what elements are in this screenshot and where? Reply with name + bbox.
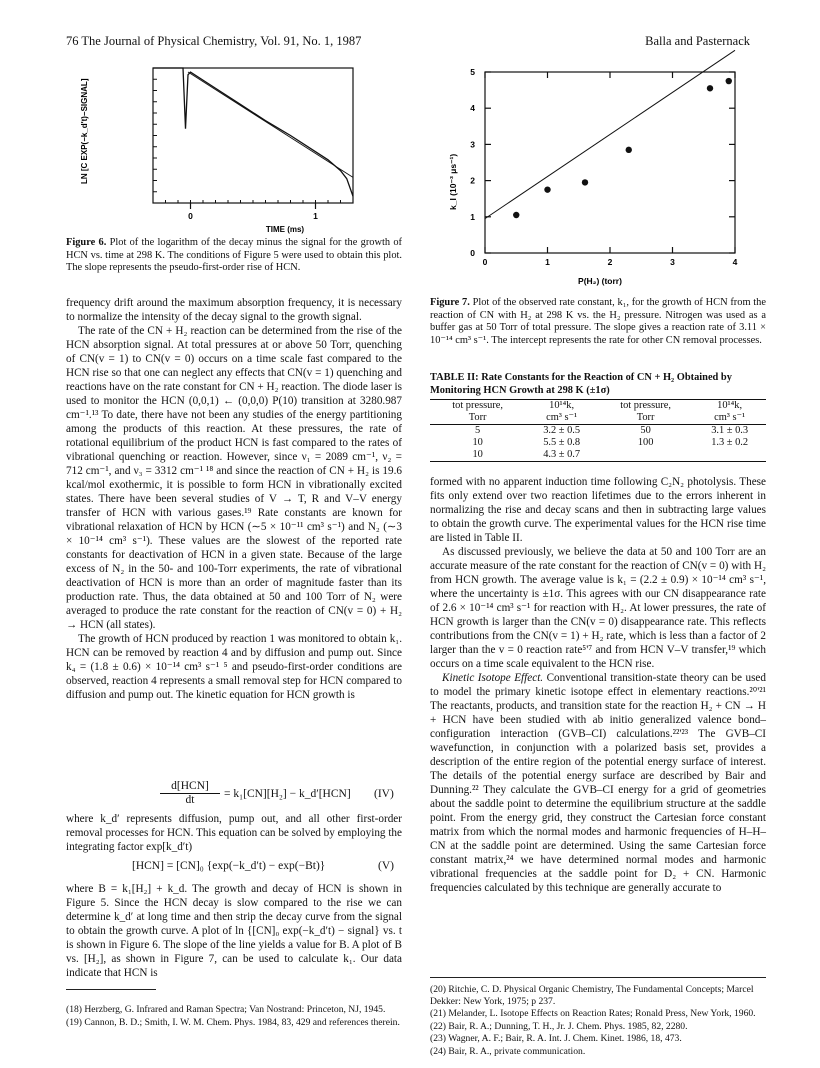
equation-5-number: (V) <box>378 860 394 872</box>
table-header-row <box>430 400 766 413</box>
equation-4-fraction <box>160 780 220 806</box>
table-cell: 100 <box>637 437 654 448</box>
figure-7-data-point <box>513 212 519 218</box>
paragraph-body: Conventional transition-state theory can be used to model the primary kinetic isotope effect in elementary reactions.²⁰'²¹ The reactants, products, and transition state for the reaction H₂ + CN → H + HCN have been studied with ab initio generalized valence bond–configuration interaction (GVB–CI) calculations.²²'²³ The GVB–CI wavefunction, in conjunction with a polarized basis set, provides a description of the entire region of the potential energy surface of interest. The details of the potential energy surface are described by Bair and Dunning.²² They calculate the GVB–CI energy for a grid of geometries about the saddle point to determine the equilibrium structure at the saddle point. From the energy grid, they construct the Cartesian force constant matrix from which the normal modes and harmonic frequencies of H–H–CN at the saddle point are determined. Using the same Cartesian force constant matrix,²⁴ we have determined normal modes and harmonic vibrational frequencies at the saddle point for D₂ + CN. Harmonic frequencies calculated by this technique are generally accurate to <box>430 672 766 894</box>
section-heading: Kinetic Isotope Effect. <box>442 672 544 684</box>
figure-6-frame <box>153 68 353 203</box>
left-column-top <box>66 296 402 702</box>
table-unit-cell: cm³ s⁻¹ <box>714 412 746 423</box>
table-cell: 3.2 ± 0.5 <box>543 425 581 436</box>
figure-7-caption-label: Figure 7. <box>430 297 470 308</box>
reference-item: (18) Herzberg, G. Infrared and Raman Spectra; Van Nostrand: Princeton, NJ, 1945. <box>66 1004 386 1015</box>
paragraph: where k_d′ represents diffusion, pump out, and all other first-order removal processes for HCN. This equation can be solved by employing the integrating factor exp[k_d′t) <box>66 813 402 853</box>
table-2-grid <box>430 399 766 462</box>
figure-7-ytick-label: 1 <box>470 211 475 222</box>
figure-7-ylabel: k_I (10⁻³ μs⁻¹) <box>448 153 458 210</box>
table-header-cell: 10¹⁴k, <box>717 400 743 411</box>
figure-7-data-point <box>544 186 550 192</box>
figure-7-data-point <box>582 179 588 185</box>
footnote-rule-right <box>430 977 766 978</box>
figure-7-caption <box>430 297 766 347</box>
footnote-rule-left <box>66 989 156 990</box>
reference-item: (22) Bair, R. A.; Dunning, T. H., Jr. J. Chem. Phys. 1985, 82, 2280. <box>430 1020 688 1032</box>
reference-item: (24) Bair, R. A., private communication. <box>430 1045 586 1057</box>
equation-4-number: (IV) <box>374 788 394 800</box>
figure-7-xtick-label: 4 <box>732 257 738 267</box>
table-row <box>430 425 766 438</box>
paragraph: The rate of the CN + H₂ reaction can be determined from the rise of the HCN absorption signal. At total pressures at or above 50 Torr, quenching of CN(v = 1) to CN(v = 0) occurs on a time scale fast compared to the HCN rise so that one can neglect any effects that CN(v = 1) quenching and reactions have on the rate constant for CN + H₂ reaction. The diode laser is used to monitor the HCN (0,0,1) ← (0,0,0) P(10) transition at 3280.987 cm⁻¹.¹³ To date, there have not been any studies of the energy partitioning among the products of this reaction. At these pressures, the rate of rotational equilibrium of the product HCN is fast compared to the rates of vibrational quenching or reaction. However, since ν₁ = 2089 cm⁻¹, ν₂ = 712 cm⁻¹, and ν₃ = 3312 cm⁻¹ ¹⁸ and since the reaction of CN + H₂ is 19.6 kcal/mol exothermic, it is possible to form HCN in vibrationally excited states. There have been several studies of V → T, R and V–V energy transfer of HCN with various gases.¹⁹ Rate constants are known for vibrational relaxation of HCN by HCN (∼5 × 10⁻¹¹ cm³ s⁻¹) and N₂ (∼3 × 10⁻¹⁴ cm³ s⁻¹). These values are the slowest of the reported rate constants for deactivation of HCN in a given state. Because of the large excess of N₂ in the 50- and 100-Torr experiments, the rate of vibrational deactivation of HCN is more than an order of magnitude faster than its production rate. Thus, the data obtained at 50 and 100 Torr of N₂ were averaged to produce the rate constant for the reaction of CN(v = 0) + H₂ → HCN (all states). <box>66 325 402 631</box>
right-references <box>430 984 766 1059</box>
paragraph: As discussed previously, we believe the data at 50 and 100 Torr are an accurate measure of the rate constant for the reaction of CN(v = 0) with H₂ from HCN growth. The average value is k₁ = (2.2 ± 0.9) × 10⁻¹⁴ cm³ s⁻¹, where the uncertainty is ±1σ. This agrees with our CN disappearance rate of 2.6 × 10⁻¹⁴ cm³ s⁻¹ for reaction with H₂. At lower pressures, the rate of HCN growth is larger than the CN(v = 0) disappearance rate. This reflects contributions from the CN(v = 1) + H₂ rate, which is less than a factor of 2 larger than the v = 0 reaction rate⁵'⁷ and from HCN V–V transfer,¹⁹ which occurs on a time scale equivalent to the HCN rise. <box>430 546 766 670</box>
table-unit-cell: Torr <box>636 412 655 423</box>
table-cell: 1.3 ± 0.2 <box>711 437 749 448</box>
equation-4-rhs: = k₁[CN][H₂] − k_d′[HCN] <box>224 788 351 800</box>
table-row <box>430 437 766 449</box>
table-cell: 10 <box>472 437 483 448</box>
table-cell <box>598 449 693 462</box>
left-column-bottom <box>66 882 402 980</box>
left-references <box>66 1004 402 1029</box>
table-units-row <box>430 412 766 425</box>
figure-6-xlabel: TIME (ms) <box>265 225 305 234</box>
table-cell: 4.3 ± 0.7 <box>543 449 581 460</box>
figure-7-xlabel: P(H₂) (torr) <box>578 276 622 286</box>
figure-6 <box>80 60 375 236</box>
figure-7-ytick-label: 5 <box>470 67 475 77</box>
table-header-cell: tot pressure, <box>620 400 672 411</box>
reference-item: (19) Cannon, B. D.; Smith, I. W. M. Chem. Phys. 1984, 83, 429 and references therein. <box>66 1016 400 1028</box>
paragraph: formed with no apparent induction time following C₂N₂ photolysis. These fits only extend over two reaction lifetimes due to the errors inherent in normalizing the rise and decay scans and then in subtracting large values to obtain the growth curve. The experimental values for the HCN rise time are listed in Table II. <box>430 476 766 544</box>
figure-7-xtick-label: 3 <box>670 257 675 267</box>
figure-6-caption-label: Figure 6. <box>66 237 107 248</box>
paragraph: The growth of HCN produced by reaction 1 was monitored to obtain k₁. HCN can be removed by reaction 4 and by diffusion and pump out. Since k₄ = (1.8 ± 0.6) × 10⁻¹⁴ cm³ s⁻¹ ⁵ and pseudo-first-order conditions are observed, reaction 4 represents a small removal step for HCN compared to diffusion and pump out. The kinetic equation for HCN growth is <box>66 633 402 701</box>
figure-7-xtick-label: 0 <box>482 257 488 267</box>
figure-7-xtick-label: 1 <box>545 257 550 267</box>
figure-7-plot <box>440 60 760 290</box>
figure-7-frame <box>485 72 735 253</box>
table-row <box>430 449 766 462</box>
figure-6-fit-line <box>188 72 353 177</box>
table-cell: 5 <box>475 425 481 436</box>
table-2 <box>430 372 766 462</box>
figure-6-ylabel: LN [C EXP(−k_d′t)−SIGNAL] <box>80 78 89 184</box>
figure-7-caption-text: Plot of the observed rate constant, k₁, for the growth of HCN from the reaction of CN with H₂ at 298 K vs. the H₂ pressure. Nitrogen was used as a buffer gas at 50 Torr of total pressure. The slope gives a reaction rate of 3.11 × 10⁻¹⁴ cm³ s⁻¹. The intercept represents the rate for other CN removal processes. <box>430 297 766 346</box>
reference-item: (23) Wagner, A. F.; Bair, R. A. Int. J. Chem. Kinet. 1986, 18, 473. <box>430 1033 682 1045</box>
table-cell: 3.1 ± 0.3 <box>711 425 749 436</box>
figure-7-ytick-label: 2 <box>470 175 475 186</box>
table-header-cell: tot pressure, <box>452 400 504 411</box>
equation-5: [HCN] = [CN]₀ {exp(−k_d′t) − exp(−Bt)} <box>132 860 326 872</box>
reference-item: (21) Melander, L. Isotope Effects on Reaction Rates; Ronald Press, New York, 1960. <box>430 1008 756 1020</box>
right-column <box>430 475 766 895</box>
table-unit-cell: Torr <box>468 412 487 423</box>
figure-7-data-point <box>726 78 732 84</box>
figure-6-data-trace <box>153 68 353 196</box>
figure-7-ytick-label: 0 <box>470 248 475 258</box>
table-2-title: TABLE II: Rate Constants for the Reaction of CN + H₂ Obtained by Monitoring HCN Growth at 298 K (±1σ) <box>430 372 732 396</box>
figure-6-plot <box>80 60 375 236</box>
equation-4-numerator: d[HCN] <box>171 780 209 792</box>
paragraph: where B = k₁[H₂] + k_d. The growth and decay of HCN is shown in Figure 5. Since the HCN decay is slow compared to the rise we can determine k_d′ at long time and then strip the decay curve from the signal to obtain the growth curve. A plot of ln {[CN]₀ exp(−k_d′t) − signal} vs. t is shown in Figure 6. The slope of the line yields a value for B. A plot of B vs. [H₂], as shown in Figure 7, can be used to calculate k₁. Our data indicate that HCN is <box>66 883 402 979</box>
table-cell: 5.5 ± 0.8 <box>543 437 581 448</box>
figure-7-ytick-label: 3 <box>470 139 475 150</box>
table-header-cell: 10¹⁴k, <box>549 400 575 411</box>
figure-6-caption <box>66 237 402 275</box>
figure-7-data-point <box>707 85 713 91</box>
figure-6-xtick-label: 1 <box>313 211 318 221</box>
paragraph: frequency drift around the maximum absorption frequency, it is necessary to normalize the intensity of the decay signal to the growth signal. <box>66 297 402 323</box>
figure-6-caption-text: Plot of the logarithm of the decay minus the signal for the growth of HCN vs. time at 298 K. The conditions of Figure 5 were used to obtain this plot. The slope represents the pseudo-first-order rise of HCN. <box>66 237 402 274</box>
table-cell <box>693 449 766 462</box>
equation-4-denominator: dt <box>160 793 220 806</box>
reference-item: (20) Ritchie, C. D. Physical Organic Chemistry, The Fundamental Concepts; Marcel Dekker: New York, 1975; p 237. <box>430 984 754 1007</box>
figure-7 <box>440 60 760 290</box>
page-header-journal: 76 The Journal of Physical Chemistry, Vol. 91, No. 1, 1987 <box>66 34 362 48</box>
table-cell: 50 <box>640 425 651 436</box>
figure-7-data-point <box>626 147 632 153</box>
table-cell: 10 <box>472 449 483 460</box>
page-header-authors: Balla and Pasternack <box>645 34 750 48</box>
table-unit-cell: cm³ s⁻¹ <box>546 412 578 423</box>
left-column-mid <box>66 812 402 854</box>
figure-7-xtick-label: 2 <box>607 257 613 267</box>
figure-7-ytick-label: 4 <box>470 103 475 114</box>
figure-6-xtick-label: 0 <box>188 211 193 221</box>
paragraph <box>430 671 766 895</box>
